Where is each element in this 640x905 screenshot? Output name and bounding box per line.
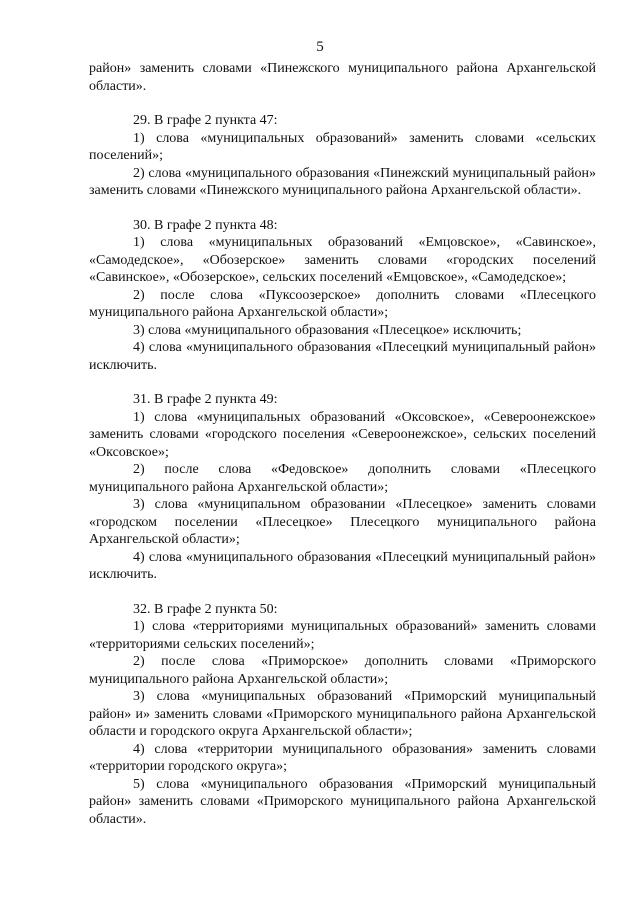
paragraph: 5) слова «муниципального образования «Приморский муниципальный район» заменить словами «Приморского муниципального района Архангельской области». (89, 776, 596, 827)
paragraph: 2) после слова «Пуксоозерское» дополнить словами «Плесецкого муниципального района Архангельской области»; (89, 287, 596, 320)
paragraph: 2) после слова «Приморское» дополнить словами «Приморского муниципального района Архангельской области»; (89, 654, 596, 687)
paragraph-continuation: район» заменить словами «Пинежского муниципального района Архангельской области». (89, 61, 596, 94)
paragraph: 4) слова «муниципального образования «Плесецкий муниципальный район» исключить. (89, 340, 596, 373)
section-heading-29: 29. В графе 2 пункта 47: (133, 113, 278, 128)
paragraph: 3) слова «муниципального образования «Плесецкое» исключить; (133, 322, 522, 338)
paragraph: 1) слова «муниципальных образований «Емцовское», «Савинское», «Самодедское», «Обозерское» заменить словами «городских поселений «Савинское», «Обозерское», сельских поселений «Емцовское», «Самодедское»; (89, 235, 596, 285)
page-number: 5 (316, 39, 324, 55)
paragraph: 4) слова «территории муниципального образования» заменить словами «территории городского округа»; (89, 741, 596, 774)
paragraph: 1) слова «муниципальных образований» заменить словами «сельских поселений»; (89, 130, 596, 163)
paragraph: 4) слова «муниципального образования «Плесецкий муниципальный район» исключить. (89, 549, 596, 582)
section-heading-32: 32. В графе 2 пункта 50: (133, 601, 278, 617)
paragraph: 1) слова «территориями муниципальных образований» заменить словами «территориями сельских поселений»; (89, 619, 596, 652)
paragraph: 2) слова «муниципального образования «Пинежский муниципальный район» заменить словами «Пинежского муниципального района Архангельской области». (89, 165, 596, 198)
paragraph: 1) слова «муниципальных образований «Оксовское», «Североонежское» заменить словами «городского поселения «Североонежское», сельских поселений «Оксовское»; (89, 409, 596, 460)
section-heading-30: 30. В графе 2 пункта 48: (133, 217, 278, 233)
paragraph: 2) после слова «Федовское» дополнить словами «Плесецкого муниципального района Архангельской области»; (89, 462, 596, 495)
paragraph: 3) слова «муниципальном образовании «Плесецкое» заменить словами «городском поселении «Плесецкое» Плесецкого муниципального района Архангельской области»; (89, 497, 596, 547)
document-body (89, 60, 596, 828)
section-heading-31: 31. В графе 2 пункта 49: (133, 392, 278, 407)
paragraph: 3) слова «муниципальных образований «Приморский муниципальный район» и» заменить словами «Приморского муниципального района Архангельской области и городского округа Архангельской области»; (89, 689, 596, 739)
